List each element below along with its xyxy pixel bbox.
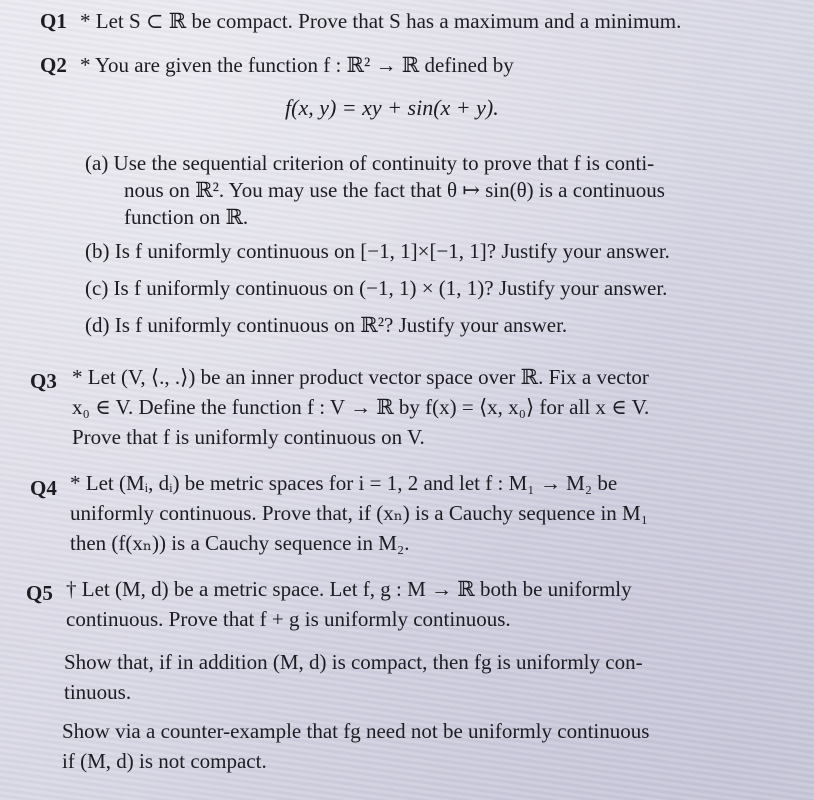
- question-text-line-2: continuous. Prove that f + g is uniformly continuous.: [66, 607, 511, 631]
- part-b: (b) Is f uniformly continuous on [−1, 1]×[−1, 1]? Justify your answer.: [85, 239, 670, 263]
- question-text-paragraph-2-line-2: tinuous.: [64, 680, 132, 704]
- part-a-line-1: (a) Use the sequential criterion of continuity to prove that f is conti-: [85, 151, 655, 175]
- question-text-line-3: then (f(xₙ)) is a Cauchy sequence in M₂.: [70, 531, 410, 555]
- part-d: (d) Is f uniformly continuous on ℝ²? Justify your answer.: [85, 313, 568, 337]
- question-text-line-3: Prove that f is uniformly continuous on V.: [72, 425, 425, 449]
- question-label: Q2: [40, 53, 67, 77]
- question-text: * Let S ⊂ ℝ be compact. Prove that S has a maximum and a minimum.: [80, 9, 682, 33]
- question-text-line-1: * Let (V, ⟨., .⟩) be an inner product vector space over ℝ. Fix a vector: [72, 365, 649, 389]
- part-a-line-2: nous on ℝ². You may use the fact that θ ↦ sin(θ) is a continuous: [124, 178, 665, 202]
- question-label: Q5: [26, 581, 53, 605]
- question-text-line-2: x₀ ∈ V. Define the function f : V → ℝ by f(x) = ⟨x, x₀⟩ for all x ∈ V.: [72, 395, 650, 419]
- question-text-line-1: † Let (M, d) be a metric space. Let f, g : M → ℝ both be uniformly: [66, 577, 632, 601]
- question-text-paragraph-3-line-2: if (M, d) is not compact.: [62, 749, 267, 773]
- question-label: Q4: [30, 476, 57, 500]
- question-label: Q3: [30, 369, 57, 393]
- part-c: (c) Is f uniformly continuous on (−1, 1) × (1, 1)? Justify your answer.: [85, 276, 668, 300]
- question-label: Q1: [40, 9, 67, 33]
- question-text: * You are given the function f : ℝ² → ℝ defined by: [80, 53, 514, 77]
- question-text-paragraph-2-line-1: Show that, if in addition (M, d) is compact, then fg is uniformly con-: [64, 650, 643, 674]
- question-text-paragraph-3-line-1: Show via a counter-example that fg need not be uniformly continuous: [62, 719, 650, 743]
- function-definition: f(x, y) = xy + sin(x + y).: [285, 95, 499, 120]
- part-a-line-3: function on ℝ.: [124, 205, 249, 229]
- question-text-line-2: uniformly continuous. Prove that, if (xₙ) is a Cauchy sequence in M₁: [70, 501, 649, 525]
- question-text-line-1: * Let (Mᵢ, dᵢ) be metric spaces for i = 1, 2 and let f : M₁ → M₂ be: [70, 471, 618, 495]
